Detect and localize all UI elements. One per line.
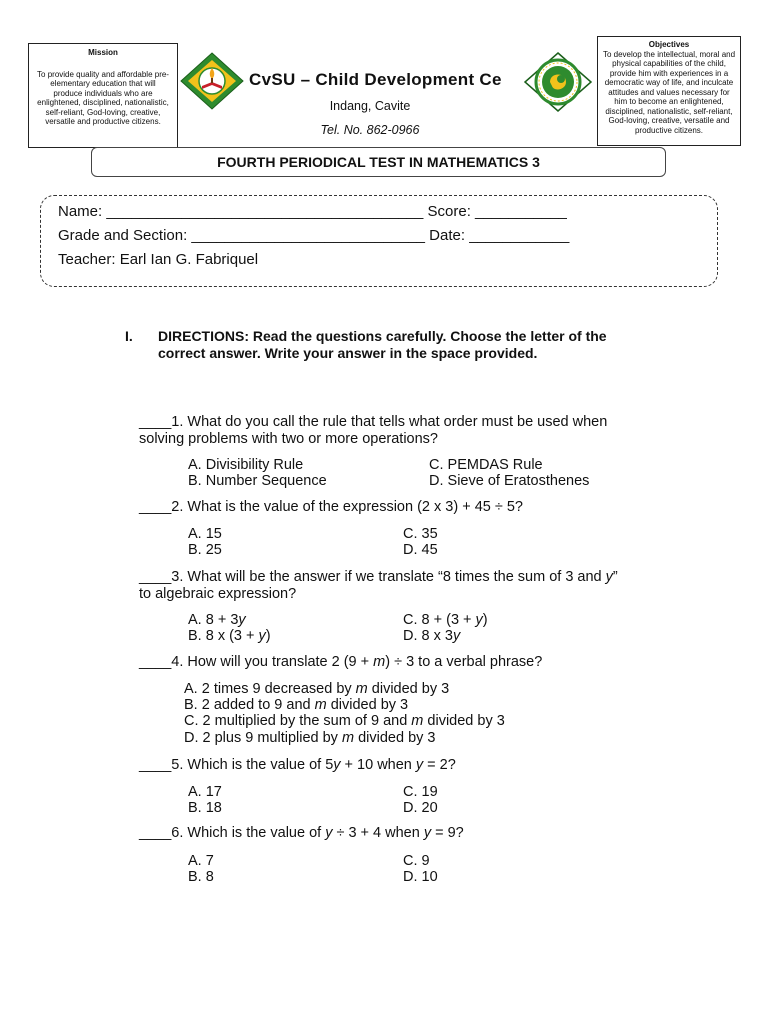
q4-option-a[interactable]: [184, 681, 449, 698]
q5-variable-1: y: [333, 757, 341, 773]
q5-text-end: = 2?: [423, 757, 456, 773]
q5-option-b[interactable]: B. 18: [188, 800, 222, 816]
q3-option-d[interactable]: [403, 628, 460, 645]
q4-c-text: C. 2 multiplied by the sum of 9 and: [184, 713, 412, 729]
teacher-line: [58, 251, 258, 268]
q4-option-c[interactable]: [184, 713, 505, 730]
mission-title: Mission: [88, 48, 118, 57]
grade-date-line[interactable]: Grade and Section: ____________________________ Date: ____________: [58, 227, 570, 244]
question-2: ____2. What is the value of the expression (2 x 3) + 45 ÷ 5?: [139, 499, 523, 515]
question-5: [139, 757, 629, 774]
question-4: [139, 654, 629, 671]
q4-option-b[interactable]: [184, 697, 408, 714]
test-title: FOURTH PERIODICAL TEST IN MATHEMATICS 3: [91, 147, 666, 177]
q4-b-text: B. 2 added to 9 and: [184, 697, 315, 713]
q3-a-var: y: [238, 612, 246, 628]
question-6: [139, 825, 629, 842]
q6-option-a[interactable]: A. 7: [188, 853, 214, 869]
q4-c-var: m: [411, 713, 424, 729]
q4-text-end: ) ÷ 3 to a verbal phrase?: [385, 654, 543, 670]
q1-option-c[interactable]: C. PEMDAS Rule: [429, 457, 543, 473]
objectives-text: To develop the intellectual, moral and physical capabilities of the child, provide him with experiences in a democratic way of life, and inculcate attitudes and values necessary for him to become an enlightened, disciplined, nationalistic, self-reliant, God-loving, creative, versatile and productive citizens.: [602, 49, 736, 135]
q4-d-text: D. 2 plus 9 multiplied by: [184, 730, 342, 746]
objectives-box: [597, 36, 741, 146]
q4-option-d[interactable]: [184, 730, 435, 747]
question-3: [139, 569, 629, 602]
q3-a-text: A. 8 + 3: [188, 612, 239, 628]
q3-variable: y: [605, 569, 613, 585]
q1-option-b[interactable]: B. Number Sequence: [188, 473, 327, 489]
q6-variable-1: y: [325, 825, 333, 841]
q3-option-b[interactable]: [188, 628, 271, 645]
q4-d-end: divided by 3: [354, 730, 436, 746]
section-number: I.: [125, 328, 133, 344]
q4-d-var: m: [341, 730, 355, 746]
q4-text-start: ____4. How will you translate 2 (9 +: [139, 654, 374, 670]
q4-b-end: divided by 3: [326, 697, 409, 713]
school-telephone: Tel. No. 862-0966: [320, 123, 420, 137]
q6-option-b[interactable]: B. 8: [188, 869, 214, 885]
q1-option-d[interactable]: D. Sieve of Eratosthenes: [429, 473, 590, 489]
school-logo-left: [180, 52, 244, 110]
q3-option-a[interactable]: [188, 612, 246, 629]
q3-c-text: C. 8 + (3 +: [403, 612, 476, 628]
q4-c-end: divided by 3: [423, 713, 505, 729]
q6-option-c[interactable]: C. 9: [403, 853, 430, 869]
q2-option-a[interactable]: A. 15: [188, 526, 222, 542]
q2-option-b[interactable]: B. 25: [188, 542, 222, 558]
q3-d-text: D. 8 x 3: [403, 628, 453, 644]
q5-variable-2: y: [415, 757, 424, 773]
q6-text-end: = 9?: [431, 825, 464, 841]
objectives-title: Objectives: [648, 40, 690, 49]
q5-option-c[interactable]: C. 19: [403, 784, 438, 800]
q4-b-var: m: [314, 697, 327, 713]
q5-option-d[interactable]: D. 20: [403, 800, 438, 816]
teacher-name: Earl Ian G. Fabriquel: [119, 251, 259, 268]
q2-option-d[interactable]: D. 45: [403, 542, 438, 558]
q6-text-mid: ÷ 3 + 4 when: [332, 825, 424, 841]
q3-text-start: ____3. What will be the answer if we translate “8 times the sum of 3 and: [139, 569, 606, 585]
q3-text-end: ” to algebraic expression?: [139, 569, 618, 602]
q3-d-var: y: [452, 628, 461, 644]
q6-variable-2: y: [423, 825, 432, 841]
q4-variable: m: [373, 654, 386, 670]
teacher-label: Teacher:: [58, 251, 120, 268]
directions-text: DIRECTIONS: Read the questions carefully. Choose the letter of the correct answer. Write your answer in the space provided.: [158, 328, 607, 361]
school-address: Indang, Cavite: [329, 99, 411, 113]
q3-option-c[interactable]: [403, 612, 488, 629]
mission-box: [28, 43, 178, 148]
name-score-line[interactable]: Name: ______________________________________ Score: ___________: [58, 203, 567, 220]
q6-option-d[interactable]: D. 10: [403, 869, 438, 885]
q3-c-var: y: [475, 612, 483, 628]
q4-a-text: A. 2 times 9 decreased by: [184, 681, 356, 697]
q5-text-mid: + 10 when: [340, 757, 416, 773]
q2-option-c[interactable]: C. 35: [403, 526, 438, 542]
q3-b-text: B. 8 x (3 +: [188, 628, 259, 644]
q6-text-start: ____6. Which is the value of: [139, 825, 326, 841]
q4-a-end: divided by 3: [367, 681, 450, 697]
q1-option-a[interactable]: A. Divisibility Rule: [188, 457, 304, 473]
q5-text-start: ____5. Which is the value of 5: [139, 757, 334, 773]
q3-b-close: ): [265, 628, 271, 644]
school-logo-right: [524, 52, 592, 112]
q3-b-var: y: [258, 628, 266, 644]
school-name: CvSU – Child Development Ce: [249, 70, 502, 89]
q3-c-close: ): [482, 612, 488, 628]
q4-a-var: m: [355, 681, 368, 697]
question-1: ____1. What do you call the rule that tells what order must be used when solving problems with two or more operations?: [139, 414, 608, 447]
q5-option-a[interactable]: A. 17: [188, 784, 222, 800]
mission-text: To provide quality and affordable pre- elementary education that will produce individuals who are enlightened, disciplined, nationalistic, self-reliant, God-loving, creative, versatile and productive citizens.: [37, 69, 169, 126]
